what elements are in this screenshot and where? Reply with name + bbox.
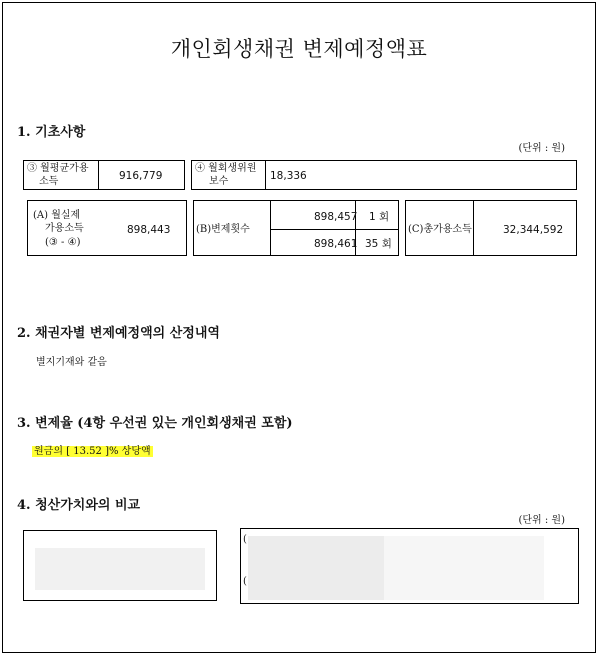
paren-open-bottom: (	[243, 576, 247, 587]
unit-label-1: (단위 : 원)	[518, 143, 565, 154]
monthly-income-label-2: 소득	[39, 176, 59, 187]
rate-prefix: 원금의 [	[34, 446, 71, 457]
divider	[473, 200, 474, 256]
repayment-amount-2: 898,461	[314, 238, 358, 250]
repayment-rate-highlight	[32, 446, 153, 457]
section-2-heading: 2. 채권자별 변제예정액의 산정내역	[17, 326, 220, 341]
actual-income-label-3: (③ - ④)	[45, 237, 81, 248]
redacted-area	[35, 548, 205, 590]
divider	[98, 160, 99, 190]
actual-income-value: 898,443	[127, 224, 171, 236]
repayment-count-1: 1 회	[369, 211, 390, 223]
actual-income-label-2: 가용소득	[45, 223, 84, 234]
repayment-count-2: 35 회	[365, 238, 392, 250]
divider	[265, 160, 266, 190]
section-1-heading: 1. 기초사항	[17, 125, 86, 140]
repayment-count-label: (B)변제횟수	[196, 224, 250, 235]
trustee-fee-label-1: ④ 월회생위원	[195, 163, 257, 174]
trustee-fee-label-2: 보수	[209, 176, 229, 187]
repayment-rate	[32, 446, 153, 458]
divider	[270, 229, 399, 230]
total-income-label: (C)총가용소득	[408, 224, 472, 235]
monthly-income-value: 916,779	[119, 170, 163, 182]
repayment-amount-1: 898,457	[314, 211, 358, 223]
page-title: 개인회생채권 변제예정액표	[170, 37, 428, 61]
actual-income-label-1: (A) 월실제	[33, 210, 81, 221]
rate-value: 13.52	[73, 446, 102, 457]
trustee-fee-value: 18,336	[270, 170, 307, 182]
redacted-area	[384, 536, 544, 600]
section-4-heading: 4. 청산가치와의 비교	[17, 498, 141, 513]
total-income-value: 32,344,592	[503, 224, 564, 236]
document-page	[2, 2, 596, 653]
paren-open-top: (	[243, 534, 247, 545]
section-3-heading: 3. 변제율 (4항 우선권 있는 개인회생채권 포함)	[17, 416, 293, 431]
section-2-text: 별지기재와 같음	[36, 357, 107, 368]
monthly-income-label-1: ③ 월평균가용	[27, 163, 89, 174]
rate-suffix: ]% 상당액	[105, 446, 151, 457]
redacted-area	[248, 536, 384, 600]
unit-label-2: (단위 : 원)	[518, 515, 565, 526]
divider	[270, 200, 271, 256]
